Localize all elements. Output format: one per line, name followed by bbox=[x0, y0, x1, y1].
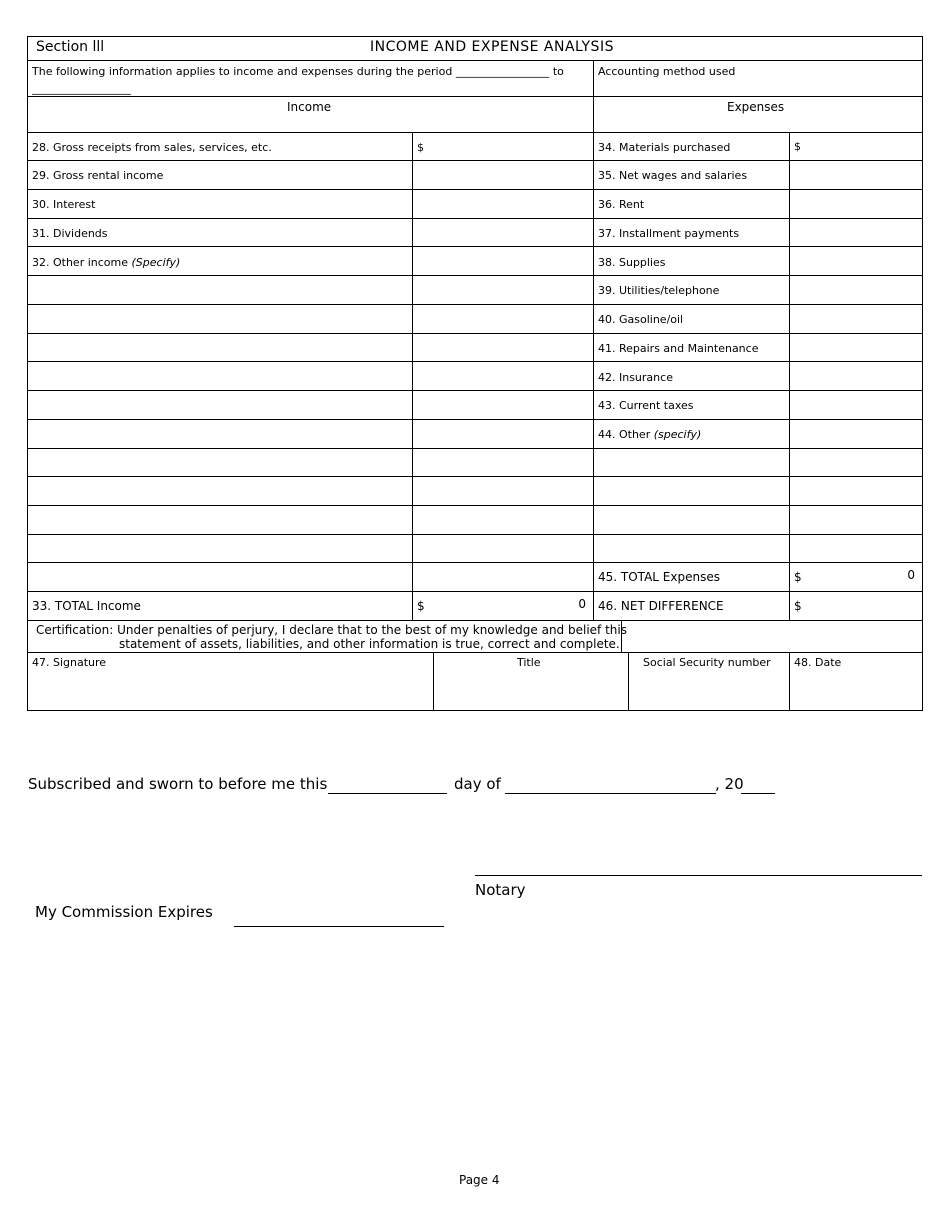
total-expenses-label: 45. TOTAL Expenses bbox=[598, 570, 720, 584]
total-expenses-value[interactable]: 0 bbox=[907, 568, 915, 582]
signature-field[interactable]: 47. Signature bbox=[32, 656, 107, 669]
expense-item-43: 43. Current taxes bbox=[598, 399, 694, 412]
expense-item-44: 44. Other (specify) bbox=[598, 428, 702, 441]
expense-item-40: 40. Gasoline/oil bbox=[598, 313, 684, 326]
sworn-year-field[interactable] bbox=[741, 793, 775, 794]
income-header: Income bbox=[287, 100, 332, 114]
page-number: Page 4 bbox=[459, 1173, 500, 1187]
expense-item-39: 39. Utilities/telephone bbox=[598, 284, 720, 297]
expense-item-36: 36. Rent bbox=[598, 198, 645, 211]
certification-line-1: Certification: Under penalties of perjury, I declare that to the best of my knowledge and belief this bbox=[36, 623, 627, 637]
sworn-day-of: day of bbox=[454, 775, 501, 793]
ssn-field[interactable]: Social Security number bbox=[643, 656, 771, 669]
income-item-32: 32. Other income (Specify) bbox=[32, 256, 181, 269]
total-income-dollar: $ bbox=[417, 599, 425, 613]
section-label: Section lll bbox=[36, 39, 105, 55]
expense-item-41: 41. Repairs and Maintenance bbox=[598, 342, 759, 355]
period-line-1: The following information applies to income and expenses during the period _________________ to bbox=[32, 65, 564, 78]
expense-item-35: 35. Net wages and salaries bbox=[598, 169, 748, 182]
sworn-month-field[interactable] bbox=[505, 793, 716, 794]
expense-item-38: 38. Supplies bbox=[598, 256, 666, 269]
certification-line-2: statement of assets, liabilities, and other information is true, correct and complete. bbox=[119, 637, 620, 651]
income-item-29: 29. Gross rental income bbox=[32, 169, 164, 182]
date-field[interactable]: 48. Date bbox=[794, 656, 842, 669]
income-item-31: 31. Dividends bbox=[32, 227, 108, 240]
commission-expires-field[interactable] bbox=[234, 926, 444, 927]
total-income-value[interactable]: 0 bbox=[578, 597, 586, 611]
income-item-28: 28. Gross receipts from sales, services, etc. bbox=[32, 141, 272, 154]
total-expenses-dollar: $ bbox=[794, 570, 802, 584]
expense-item-42: 42. Insurance bbox=[598, 371, 673, 384]
income-item-30: 30. Interest bbox=[32, 198, 96, 211]
income-28-dollar[interactable]: $ bbox=[417, 141, 424, 154]
expense-item-34: 34. Materials purchased bbox=[598, 141, 731, 154]
expense-item-37: 37. Installment payments bbox=[598, 227, 740, 240]
sworn-year-prefix: , 20 bbox=[715, 775, 744, 793]
expenses-header: Expenses bbox=[727, 100, 785, 114]
accounting-method-label[interactable]: Accounting method used bbox=[598, 65, 736, 78]
title-field[interactable]: Title bbox=[517, 656, 541, 669]
net-difference-label: 46. NET DIFFERENCE bbox=[598, 599, 724, 613]
sworn-prefix: Subscribed and sworn to before me this bbox=[28, 775, 328, 793]
period-line-2: __________________ bbox=[32, 82, 131, 95]
net-difference-dollar[interactable]: $ bbox=[794, 599, 802, 613]
notary-signature-line[interactable] bbox=[475, 875, 922, 876]
commission-label: My Commission Expires bbox=[35, 903, 213, 921]
notary-label: Notary bbox=[475, 881, 526, 899]
sworn-day-field[interactable] bbox=[328, 793, 447, 794]
expense-34-dollar[interactable]: $ bbox=[794, 140, 801, 153]
total-income-label: 33. TOTAL Income bbox=[32, 599, 141, 613]
section-title: INCOME AND EXPENSE ANALYSIS bbox=[370, 39, 614, 55]
